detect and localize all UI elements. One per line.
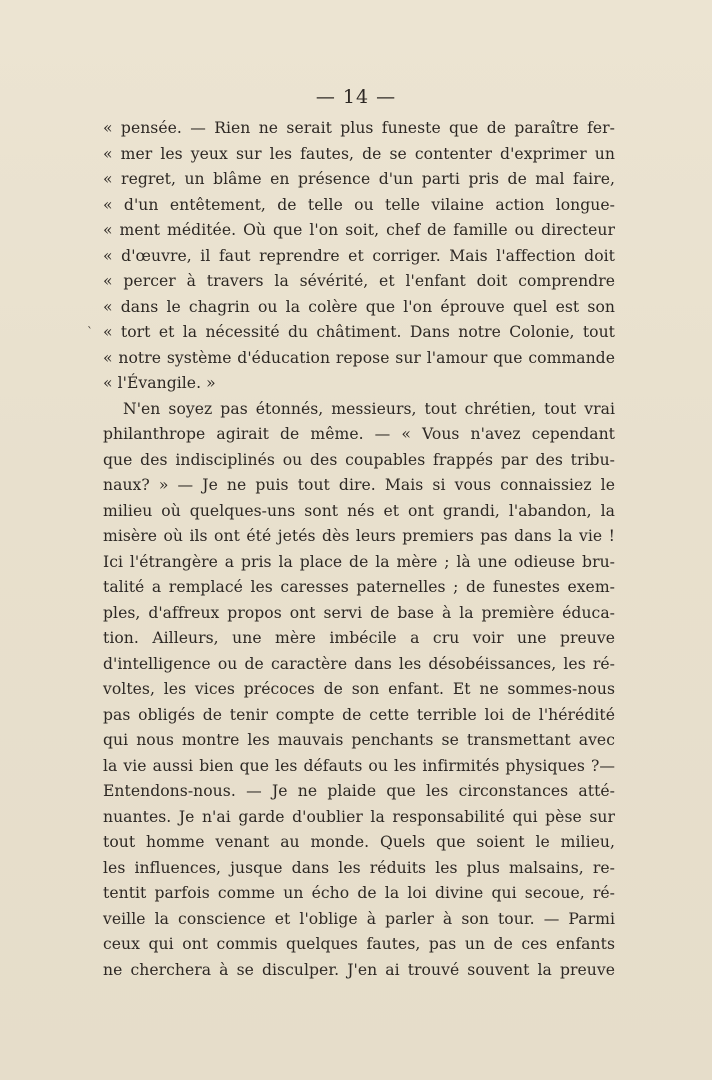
text-line: Entendons-nous. — Je ne plaide que les circonstances atté- bbox=[103, 782, 615, 800]
text-line: que des indisciplinés ou des coupables frappés par des tribu- bbox=[103, 450, 615, 469]
margin-mark: ` bbox=[87, 325, 93, 339]
text-line: milieu où quelques-uns sont nés et ont grandi, l'abandon, la bbox=[103, 501, 615, 520]
text-line: tentit parfois comme un écho de la loi divine qui secoue, ré- bbox=[103, 884, 615, 902]
text-line: « percer à travers la sévérité, et l'enfant doit comprendre bbox=[103, 272, 615, 290]
text-line: tion. Ailleurs, une mère imbécile a cru voir une preuve bbox=[103, 629, 615, 647]
text-line: « l'Évangile. » bbox=[103, 374, 216, 392]
text-line: tout homme venant au monde. Quels que soient le milieu, bbox=[103, 833, 615, 851]
text-line: ples, d'affreux propos ont servi de base à la première éduca- bbox=[103, 603, 615, 622]
text-line: « pensée. — Rien ne serait plus funeste que de paraître fer- bbox=[103, 119, 615, 137]
text-line: « ment méditée. Où que l'on soit, chef de famille ou directeur bbox=[103, 221, 615, 239]
text-line: d'intelligence ou de caractère dans les désobéissances, les ré- bbox=[103, 654, 615, 673]
text-line: « tort et la nécessité du châtiment. Dans notre Colonie, tout bbox=[103, 323, 615, 341]
text-line: nuantes. Je n'ai garde d'oublier la responsabilité qui pèse sur bbox=[103, 807, 615, 826]
text-line: « dans le chagrin ou la colère que l'on éprouve quel est son bbox=[103, 297, 615, 316]
body-text bbox=[103, 116, 615, 983]
text-line: veille la conscience et l'oblige à parler à son tour. — Parmi bbox=[103, 909, 615, 928]
text-line: naux? » — Je ne puis tout dire. Mais si vous connaissiez le bbox=[103, 476, 615, 494]
text-line: « d'œuvre, il faut reprendre et corriger. Mais l'affection doit bbox=[103, 246, 615, 265]
text-line: les influences, jusque dans les réduits les plus malsains, re- bbox=[103, 858, 615, 877]
text-line: pas obligés de tenir compte de cette terrible loi de l'hérédité bbox=[103, 705, 615, 724]
text-line: N'en soyez pas étonnés, messieurs, tout chrétien, tout vrai bbox=[123, 399, 615, 418]
text-line: « d'un entêtement, de telle ou telle vilaine action longue- bbox=[103, 195, 615, 214]
text-line: misère où ils ont été jetés dès leurs premiers pas dans la vie ! bbox=[103, 527, 615, 545]
text-line: « notre système d'éducation repose sur l'amour que commande bbox=[103, 348, 615, 367]
text-line: la vie aussi bien que les défauts ou les infirmités physiques ?— bbox=[103, 756, 615, 775]
text-line: ceux qui ont commis quelques fautes, pas un de ces enfants bbox=[103, 935, 615, 953]
text-line: Ici l'étrangère a pris la place de la mère ; là une odieuse bru- bbox=[103, 552, 615, 571]
text-line: philanthrope agirait de même. — « Vous n'avez cependant bbox=[103, 425, 615, 443]
text-line: « mer les yeux sur les fautes, de se contenter d'exprimer un bbox=[103, 144, 615, 163]
text-line: voltes, les vices précoces de son enfant. Et ne sommes-nous bbox=[103, 680, 615, 698]
text-line: « regret, un blâme en présence d'un parti pris de mal faire, bbox=[103, 170, 615, 188]
text-line: qui nous montre les mauvais penchants se transmettant avec bbox=[103, 731, 615, 749]
text-line: talité a remplacé les caresses paternelles ; de funestes exem- bbox=[103, 578, 615, 596]
text-line: ne cherchera à se disculper. J'en ai trouvé souvent la preuve bbox=[103, 960, 615, 979]
page-number: — 14 — bbox=[315, 86, 397, 108]
